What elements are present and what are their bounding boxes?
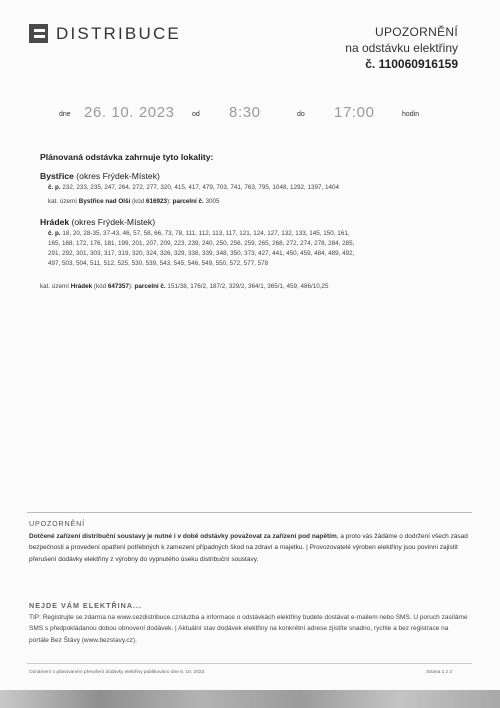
outage-date: 26. 10. 2023 xyxy=(84,104,175,121)
ku-name: Bystřice nad Olší xyxy=(78,198,131,205)
locality-title xyxy=(40,217,155,227)
cadastral-info xyxy=(48,198,220,205)
ku-sep: ): xyxy=(128,283,135,290)
ku-code: 616923 xyxy=(146,198,168,205)
warning-heading: UPOZORNĚNÍ xyxy=(29,519,85,528)
house-numbers xyxy=(48,229,460,269)
divider xyxy=(27,512,472,513)
tip-text: TIP: Registrujte se zdarma na www.cezdistribuce.cz/sluzba a informace o odstávkách elektřiny budete dostávat e-mailem nebo SMS. U poruch zasíláme SMS s předpokládanou dobou obnovení dodávek. | Aktuální stav dodávek elektřiny na konkrétní adrese zjistíte snadno, rychle a bez registrace na portále Bez Štávy (www.bezstavy.cz). xyxy=(29,614,468,644)
notice-subtitle: na odstávku elektřiny xyxy=(345,41,458,55)
outage-to: 17:00 xyxy=(334,104,375,121)
hours-label: hodin xyxy=(402,111,420,118)
tip-heading: NEJDE VÁM ELEKTŘINA... xyxy=(29,601,143,610)
ku-code-label: (kód xyxy=(92,283,108,290)
cp-line: 497, 503, 504, 511, 512, 525, 530, 539, 543, 545, 546, 549, 550, 572, 577, 578 xyxy=(48,260,269,267)
parcel-label: parcelní č. xyxy=(134,283,166,290)
cp-line: 165, 168, 172, 176, 181, 199, 201, 207, 209, 223, 239, 240, 250, 256, 259, 265, 268, 272, 274, 278, 284, 285, xyxy=(48,240,355,247)
cp-line: 232, 233, 235, 247, 264, 272, 277, 320, 415, 417, 479, 703, 741, 763, 795, 1048, 1292, 1397, 1404 xyxy=(62,184,339,191)
parcel-values: 3005 xyxy=(203,198,220,205)
cadastral-info xyxy=(40,283,329,290)
ku-sep: ): xyxy=(167,198,173,205)
district-name: (okres Frýdek-Místek) xyxy=(73,171,160,181)
brand-name: DISTRIBUCE xyxy=(56,24,181,43)
locality-title xyxy=(40,171,160,181)
outage-from: 8:30 xyxy=(229,104,261,121)
footer-divider xyxy=(27,663,472,664)
date-label: dne xyxy=(59,111,71,118)
warning-bold: Dotčené zařízení distribuční soustavy je nutné i v době odstávky považovat za zařízení pod napětím xyxy=(29,533,337,540)
notice-title: UPOZORNĚNÍ xyxy=(374,25,458,39)
ku-name: Hrádek xyxy=(70,283,93,290)
brand-logo-icon xyxy=(29,24,48,43)
from-label: od xyxy=(192,111,200,118)
ku-label: kat. území xyxy=(48,198,79,205)
parcel-label: parcelní č. xyxy=(172,198,204,205)
footer-publication: Oznámení o plánovaném přerušení dodávky elektřiny publikováno dne 6. 10. 2023. xyxy=(29,670,206,675)
page-number: Strana 1 z 2 xyxy=(426,670,452,675)
ku-code: 647357 xyxy=(107,283,129,290)
cp-line: 18, 20, 28-35, 37-43, 46, 57, 58, 66, 73, 78, 111, 112, 113, 117, 121, 124, 127, 132, 133, 145, 150, 161, xyxy=(62,230,350,237)
localities-heading: Plánovaná odstávka zahrnuje tyto lokality: xyxy=(40,152,214,162)
to-label: do xyxy=(297,111,305,118)
town-name: Hrádek xyxy=(40,217,70,227)
town-name: Bystřice xyxy=(40,171,74,181)
cp-line: 291, 292, 301, 303, 317, 319, 320, 324, 326, 329, 338, 339, 348, 350, 373, 427, 441, 450, 459, 484, 489, 492, xyxy=(48,250,355,257)
district-name: (okres Frýdek-Místek) xyxy=(69,217,156,227)
warning-text xyxy=(29,531,469,565)
notice-number: č. 110060916159 xyxy=(365,57,458,71)
scan-bottom-band xyxy=(0,690,500,708)
cp-label: č. p. xyxy=(48,230,61,237)
parcel-values: 151/38, 176/2, 187/2, 329/2, 364/1, 365/1, 459, 486/10,25 xyxy=(165,283,329,290)
ku-code-label: (kód xyxy=(130,198,146,205)
ku-label: kat. území xyxy=(40,283,71,290)
warning-body: , a proto vás žádáme o dodržení všech zásad bezpečnosti a provedení opatření potřebných k zamezení případných škod na zdraví a majetku. | Provozovatelé výroben elektřiny jsou povinni zajistit přerušení dodávky elektřiny z výrobny do vypnutého úseku distribuční soustavy. xyxy=(29,533,468,563)
house-numbers xyxy=(48,183,460,193)
cp-label: č. p. xyxy=(48,184,61,191)
